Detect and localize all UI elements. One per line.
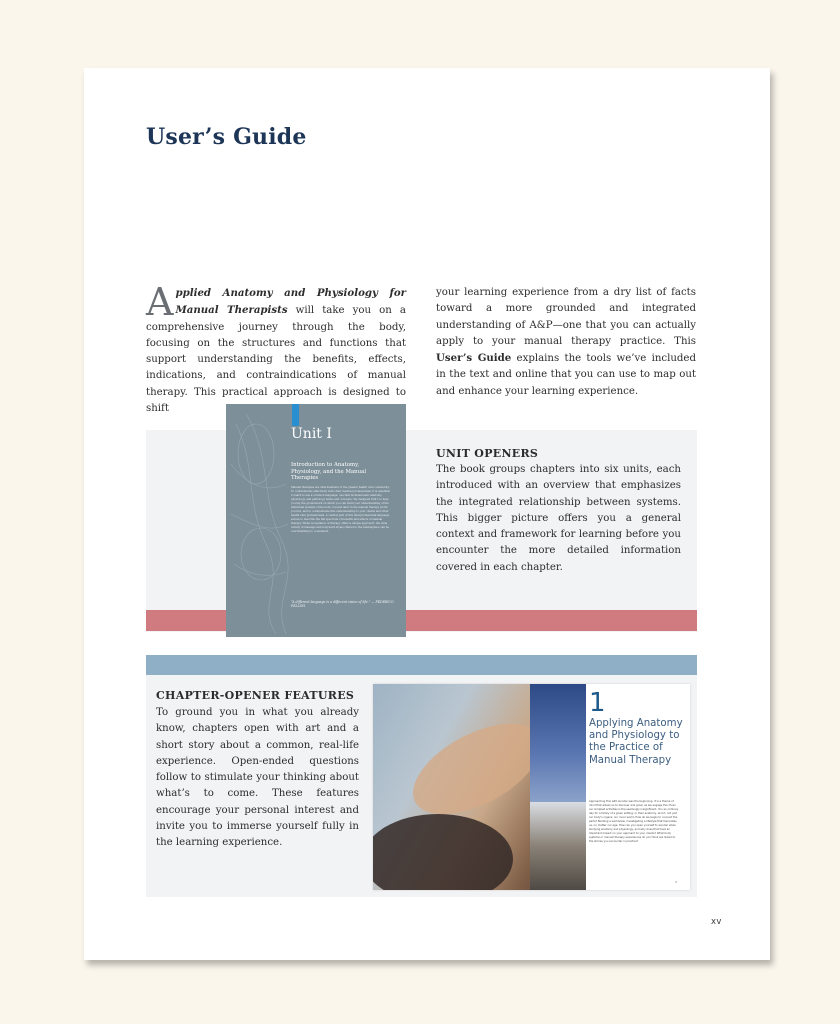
- chapter-openers-heading: CHAPTER-OPENER FEATURES: [156, 689, 355, 702]
- chapter-page-number: 3: [675, 880, 677, 884]
- intro-text-2a: your learning experience from a dry list of facts toward a more grounded and integrated understanding of A&P—one that you can actually apply to your manual therapy practice. This: [436, 287, 696, 347]
- chapter-number: 1: [589, 688, 606, 718]
- unit-openers-heading: UNIT OPENERS: [436, 447, 539, 460]
- massage-photo: [373, 684, 586, 890]
- unit-tab-accent: [292, 404, 299, 426]
- users-guide-bold: User’s Guide: [436, 352, 512, 365]
- photo-strip-landscape: [530, 802, 586, 890]
- chapter-opener-thumbnail: [373, 684, 690, 890]
- document-page: [84, 68, 770, 960]
- drop-cap: A: [146, 280, 174, 324]
- unit-body-text: Manual therapies are vital members of the greater health care community. To communicate effectively with other medical professionals, it is essential to learn to use a common language: one that includes basic anatomy, physiology, and pathology terms and concepts. We designed Unit I to help you lay the groundwork on which you can build your understanding of the individual systems of the body covered later in the manual therapy world you live, and to communicate this understanding to your clients and other health care professionals. A central part of this interprofessional language serves to describe the full spectrum of benefits and effects of manual therapy. Wider acceptance of therapy offers a unique approach: the wide variety of massage and bodywork styles offered to the marketplace can be overwhelming to consumers.: [291, 486, 390, 533]
- book-title-italic: pplied Anatomy and Physiology for Manual Therapists: [175, 287, 406, 317]
- unit-title: Unit I: [291, 426, 332, 442]
- page-folio: xv: [711, 917, 722, 927]
- unit-subtitle: Introduction to Anatomy, Physiology, and the Manual Therapies: [291, 462, 367, 482]
- client-hair-shape: [373, 814, 513, 890]
- unit-quote: “A different language is a different vision of life.” — FEDERICO FELLINI: [291, 600, 394, 608]
- chapter-openers-text: To ground you in what you already know, chapters open with art and a short story about a common, real-life experience. Open-ended questions follow to stimulate your thinking about what’s to come. These features encourage your personal interest and invite you to immerse yourself fully in the learning experience.: [156, 707, 359, 849]
- chapter-openers-band: [146, 655, 697, 675]
- intro-text-1: will take you on a comprehensive journey through the body, focusing on the structures and functions that support understanding the benefits, effects, indications, and contraindications of manual therapy. This practical approach is designed to shift: [146, 305, 406, 415]
- chapter-body-text: Approaching this with wonder was the beginning. It is a theme of mind that allows us to discover and grow; as we engage this: Even our simplest activities is the seemingly insignificant. It is an ordinary day for a family of a given setting: in their anatomy, and it, not just our body's organs; our inner world. How do we begin to connect the parts? Building a worldview. Investigating a lifestyle that fascinates us, no matter our age. How can you open yourself to wonder when studying anatomy and physiology, and why does that have an important impact on your approach to your clients? What body systems or manual therapy experiences do you think are linked to the stories you encounter in practice?: [589, 800, 679, 843]
- chapter-title: Applying Anatomy and Physiology to the Practice of Manual Therapy: [589, 718, 683, 766]
- photo-strip-blue: [530, 684, 586, 802]
- unit-opener-thumbnail: [226, 404, 406, 637]
- unit-openers-text: The book groups chapters into six units, each introduced with an overview that emphasizes the integrated relationship between systems. This bigger picture offers you a general context and framework for learning before you encounter the more detailed information covered in each chapter.: [436, 464, 681, 573]
- intro-column-1: [146, 280, 406, 417]
- page-title: User’s Guide: [146, 124, 307, 150]
- intro-column-2: [436, 285, 696, 400]
- intro-text-2b: explains the tools we’ve included in the text and online that you can use to map out and enhance your learning experience.: [436, 353, 696, 397]
